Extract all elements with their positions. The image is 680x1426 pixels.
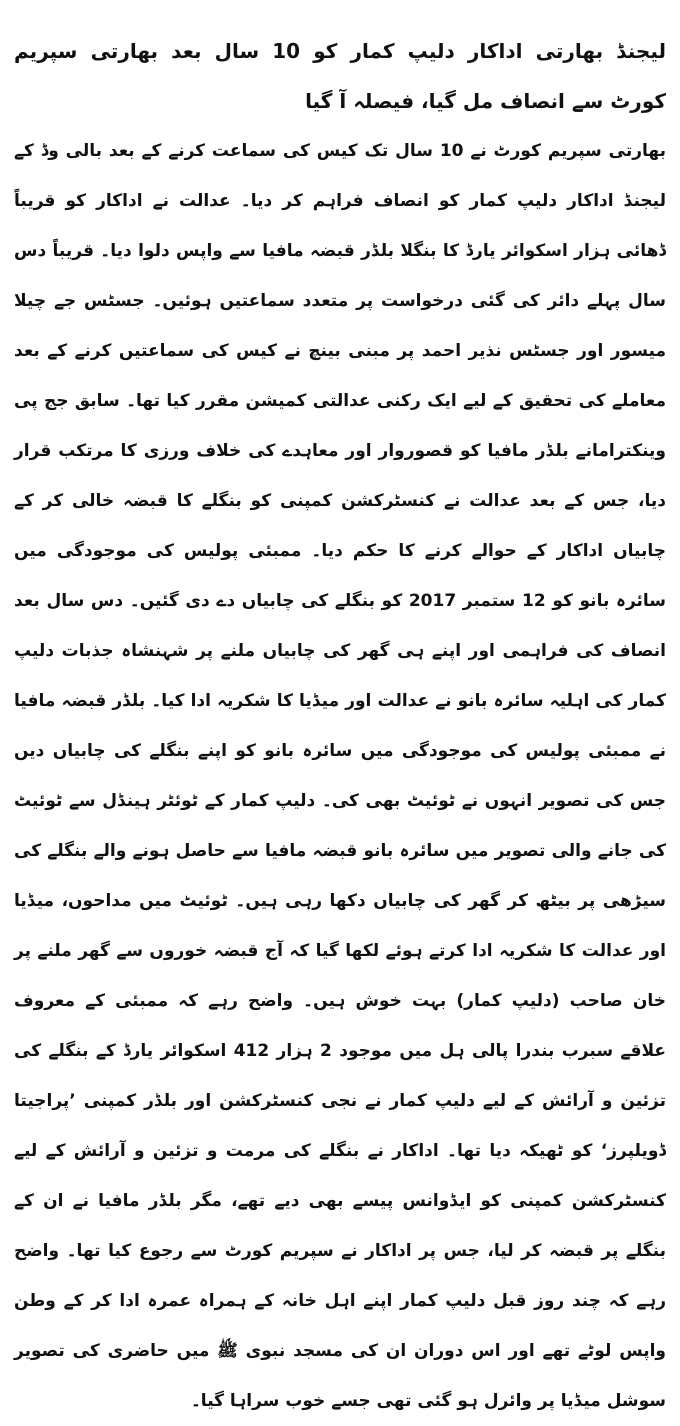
article-body: بھارتی سپریم کورٹ نے 10 سال تک کیس کی سماعت کرنے کے بعد بالی وڈ کے لیجنڈ اداکار دلیپ کمار کو انصاف فراہم کر دیا۔ عدالت نے اداکار کو قریباً ڈھائی ہزار اسکوائر یارڈ کا بنگلا بلڈر قبضہ مافیا سے واپس دلوا دیا۔ قریباً دس سال پہلے دائر کی گئی درخواست پر متعدد سماعتیں ہوئیں۔ جسٹس جے چیلا میسور اور جسٹس نذیر احمد پر مبنی بینچ نے کیس کی سماعتیں کرنے کے بعد معاملے کی تحقیق کے لیے ایک رکنی عدالتی کمیشن مقرر کیا تھا۔ سابق جج پی وینکترامانے بلڈر مافیا کو قصوروار اور معاہدے کی خلاف ورزی کا مرتکب قرار دیا، جس کے بعد عدالت نے کنسٹرکشن کمپنی کو بنگلے کا قبضہ خالی کر کے چابیاں اداکار کے حوالے کرنے کا حکم دیا۔ ممبئی پولیس کی موجودگی میں سائرہ بانو کو 12 ستمبر 2017 کو بنگلے کی چابیاں دے دی گئیں۔ دس سال بعد انصاف کی فراہمی اور اپنے ہی گھر کی چابیاں ملنے پر شہنشاہ جذبات دلیپ کمار کی اہلیہ سائرہ بانو نے عدالت اور میڈیا کا شکریہ ادا کیا۔ بلڈر قبضہ مافیا نے ممبئی پولیس کی موجودگی میں سائرہ بانو کو اپنے بنگلے کی چابیاں دیں جس کی تصویر انہوں نے ٹوئیٹ بھی کی۔ دلیپ کمار کے ٹوئٹر ہینڈل سے ٹوئیٹ کی جانے والی تصویر میں سائرہ بانو قبضہ مافیا سے حاصل ہونے والے بنگلے کی سیڑھی پر بیٹھ کر گھر کی چابیاں دکھا رہی ہیں۔ ٹوئیٹ میں مداحوں، میڈیا اور عدالت کا شکریہ ادا کرتے ہوئے لکھا گیا کہ آج قبضہ خوروں سے گھر ملنے پر خان صاحب (دلیپ کمار) بہت خوش ہیں۔ واضح رہے کہ ممبئی کے معروف علاقے سبرب بندرا پالی ہل میں موجود 2 ہزار 412 اسکوائر یارڈ کے بنگلے کی تزئین و آرائش کے لیے دلیپ کمار نے نجی کنسٹرکشن اور بلڈر کمپنی ’پراجیتا ڈویلپرز‘ کو ٹھیکہ دیا تھا۔ اداکار نے بنگلے کی مرمت و تزئین و آرائش کے لیے کنسٹرکشن کمپنی کو ایڈوانس پیسے بھی دیے تھے، مگر بلڈر مافیا نے ان کے بنگلے پر قبضہ کر لیا، جس پر اداکار نے سپریم کورٹ سے رجوع کیا تھا۔ واضح رہے کہ چند روز قبل دلیپ کمار اپنے اہل خانہ کے ہمراہ عمرہ ادا کر کے وطن واپس لوٹے تھے اور اس دوران ان کی مسجد نبوی ﷺ میں حاضری کی تصویر سوشل میڈیا پر وائرل ہو گئی تھی جسے خوب سراہا گیا۔ [14, 141, 666, 1411]
article-headline: لیجنڈ بھارتی اداکار دلیپ کمار کو 10 سال بعد بھارتی سپریم کورٹ سے انصاف مل گیا، فیصلہ آ گیا [14, 39, 666, 113]
